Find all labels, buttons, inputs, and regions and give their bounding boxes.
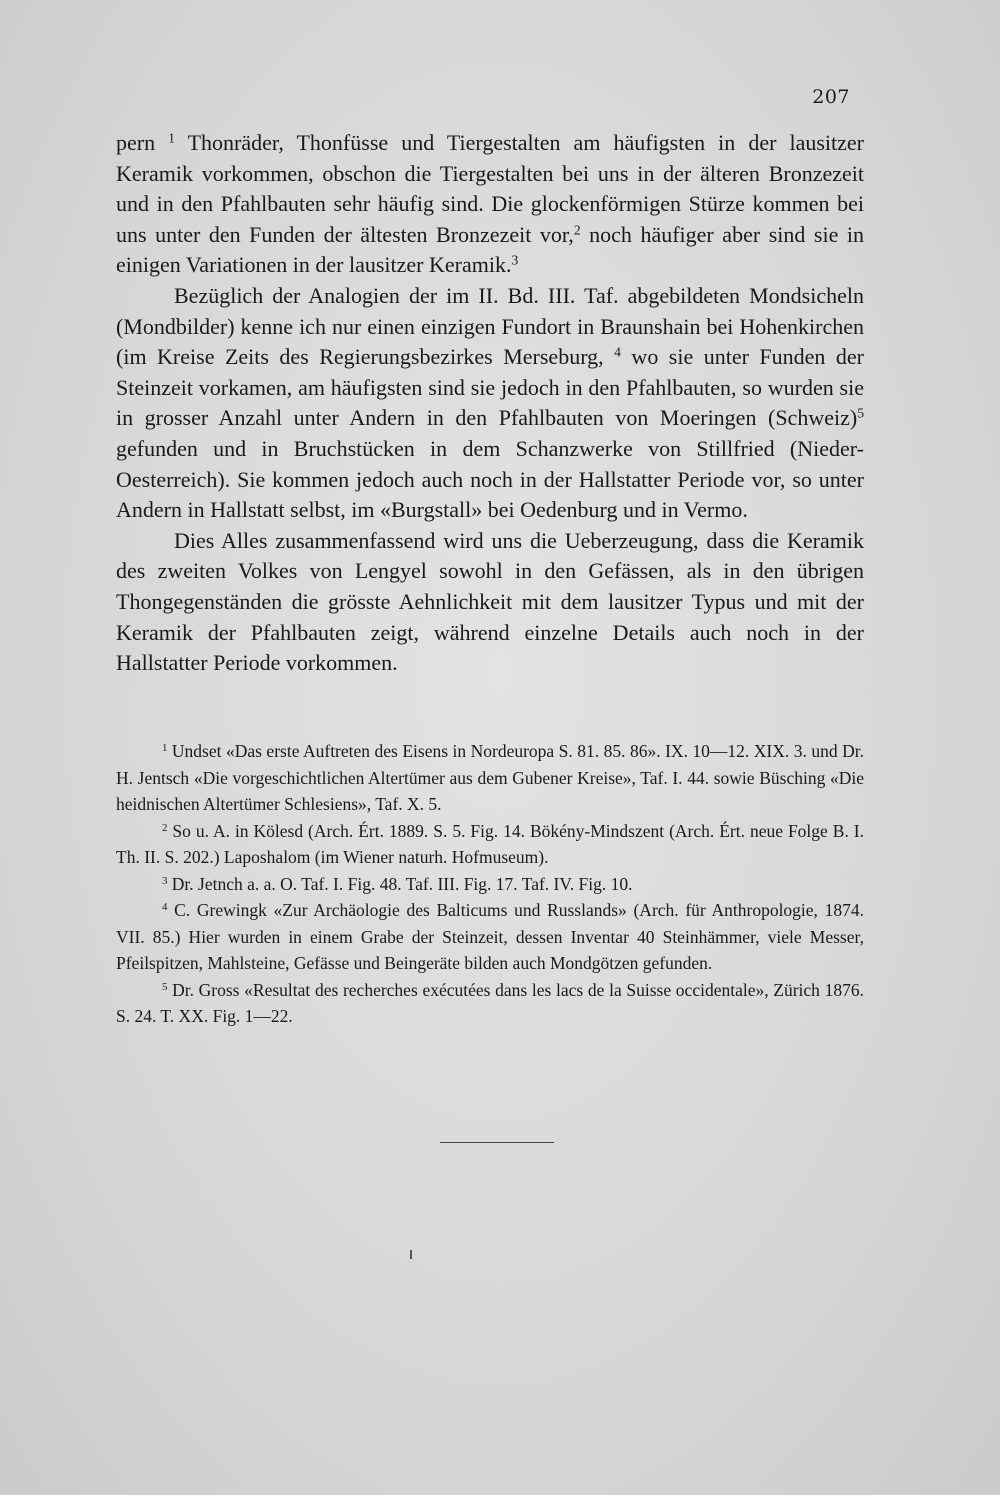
- paragraph-text: noch häufiger aber sind sie in einigen Variationen in der lausitzer Keramik.: [116, 221, 864, 278]
- footnote-reference: 3: [511, 252, 519, 268]
- footnote-text: Dr. Jetnch a. a. O. Taf. I. Fig. 48. Taf. III. Fig. 17. Taf. IV. Fig. 10.: [167, 873, 633, 894]
- footnote-reference: 1: [168, 130, 175, 146]
- footnote-mark: 3: [162, 874, 168, 887]
- footnote-mark: 5: [162, 980, 168, 993]
- footnote-text: So u. A. in Kölesd (Arch. Ért. 1889. S. 5. Fig. 14. Bökény-Mindszent (Arch. Ért. neue Folge B. I. Th. II. S. 202.) Laposhalom (im Wiener naturh. Hofmuseum).: [116, 820, 864, 867]
- page-number: 207: [812, 86, 850, 108]
- footnote: [116, 977, 864, 1030]
- paragraph-text: wo sie unter Funden der Steinzeit vorkamen, am häufigsten sind sie jedoch in den Pfahlbauten, so wurden sie in grosser Anzahl unter Andern in den Pfahlbauten von Moeringen (Schweiz): [116, 344, 865, 431]
- footnote-text: C. Grewingk «Zur Archäologie des Balticums und Russlands» (Arch. für Anthropologie, 1874. VII. 85.) Hier wurden in einem Grabe der Steinzeit, dessen Inventar 40 Steinhämmer, viele Messer, Pfeilspitzen, Mahlsteine, Gefässe und Beingeräte bilden auch Mondgötzen gefunden.: [116, 900, 864, 973]
- footnote: [116, 871, 864, 898]
- footnote-text: Dr. Gross «Resultat des recherches exécutées dans les lacs de la Suisse occidentale», Zürich 1876. S. 24. T. XX. Fig. 1—22.: [116, 979, 864, 1026]
- footnote-mark: 2: [162, 821, 168, 834]
- footnote-mark: 1: [162, 742, 168, 755]
- paragraph-text: Dies Alles zusammenfassend wird uns die Ueberzeugung, dass die Keramik des zweiten Volkes von Lengyel sowohl in den Gefässen, als in den übrigen Thongegenständen die grösste Aehnlichkeit mit dem lausitzer Typus und mit der Keramik der Pfahlbauten zeigt, während einzelne Details auch noch in der Hallstatter Periode vorkommen.: [116, 527, 864, 676]
- footnote: [116, 897, 864, 977]
- body-paragraph: [116, 281, 864, 526]
- paragraph-text: Bezüglich der Analogien der im II. Bd. III. Taf. abgebildeten Mondsicheln (Mondbilder) kenne ich nur einen einzigen Fundort in Braunshain bei Hohenkirchen (im Kreise Zeits des Regierungsbezirkes Merseburg,: [116, 282, 864, 370]
- paragraph-text: gefunden und in Bruchstücken in dem Schanzwerke von Stillfried (Nieder-Oesterreich). Sie kommen jedoch auch noch in der Hallstatter Periode vor, so unter Andern in Hallstatt selbst, im «Burgstall» bei Oedenburg und in Vermo.: [116, 435, 864, 523]
- print-speck: [410, 1250, 412, 1259]
- body-paragraph: [116, 128, 864, 281]
- footnote: [116, 738, 864, 818]
- footnote: [116, 818, 864, 871]
- main-text: [116, 128, 864, 679]
- footnote-reference: 4: [614, 344, 621, 360]
- footnote-reference: 2: [573, 222, 581, 238]
- footnote-mark: 4: [162, 901, 168, 914]
- paragraph-text: Thonräder, Thonfüsse und Tiergestalten am häufigsten in der lausitzer Keramik vorkommen, obschon die Tiergestalten bei uns in der älteren Bronzezeit und in den Pfahlbauten sehr häufig sind. Die glockenförmigen Stürze kommen bei uns unter den Funden der ältesten Bronzezeit vor,: [116, 130, 864, 247]
- footnote-reference: 5: [857, 405, 864, 421]
- separator-rule: [440, 1142, 554, 1143]
- body-paragraph: [116, 526, 864, 679]
- footnote-text: Undset «Das erste Auftreten des Eisens in Nordeuropa S. 81. 85. 86». IX. 10—12. XIX. 3. und Dr. H. Jentsch «Die vorgeschichtlichen Altertümer aus dem Gubener Kreise», Taf. I. 44. sowie Büsching «Die heidnischen Altertümer Schlesiens», Taf. X. 5.: [116, 741, 864, 814]
- paragraph-text: pern: [116, 130, 169, 155]
- footnotes: [116, 738, 864, 1030]
